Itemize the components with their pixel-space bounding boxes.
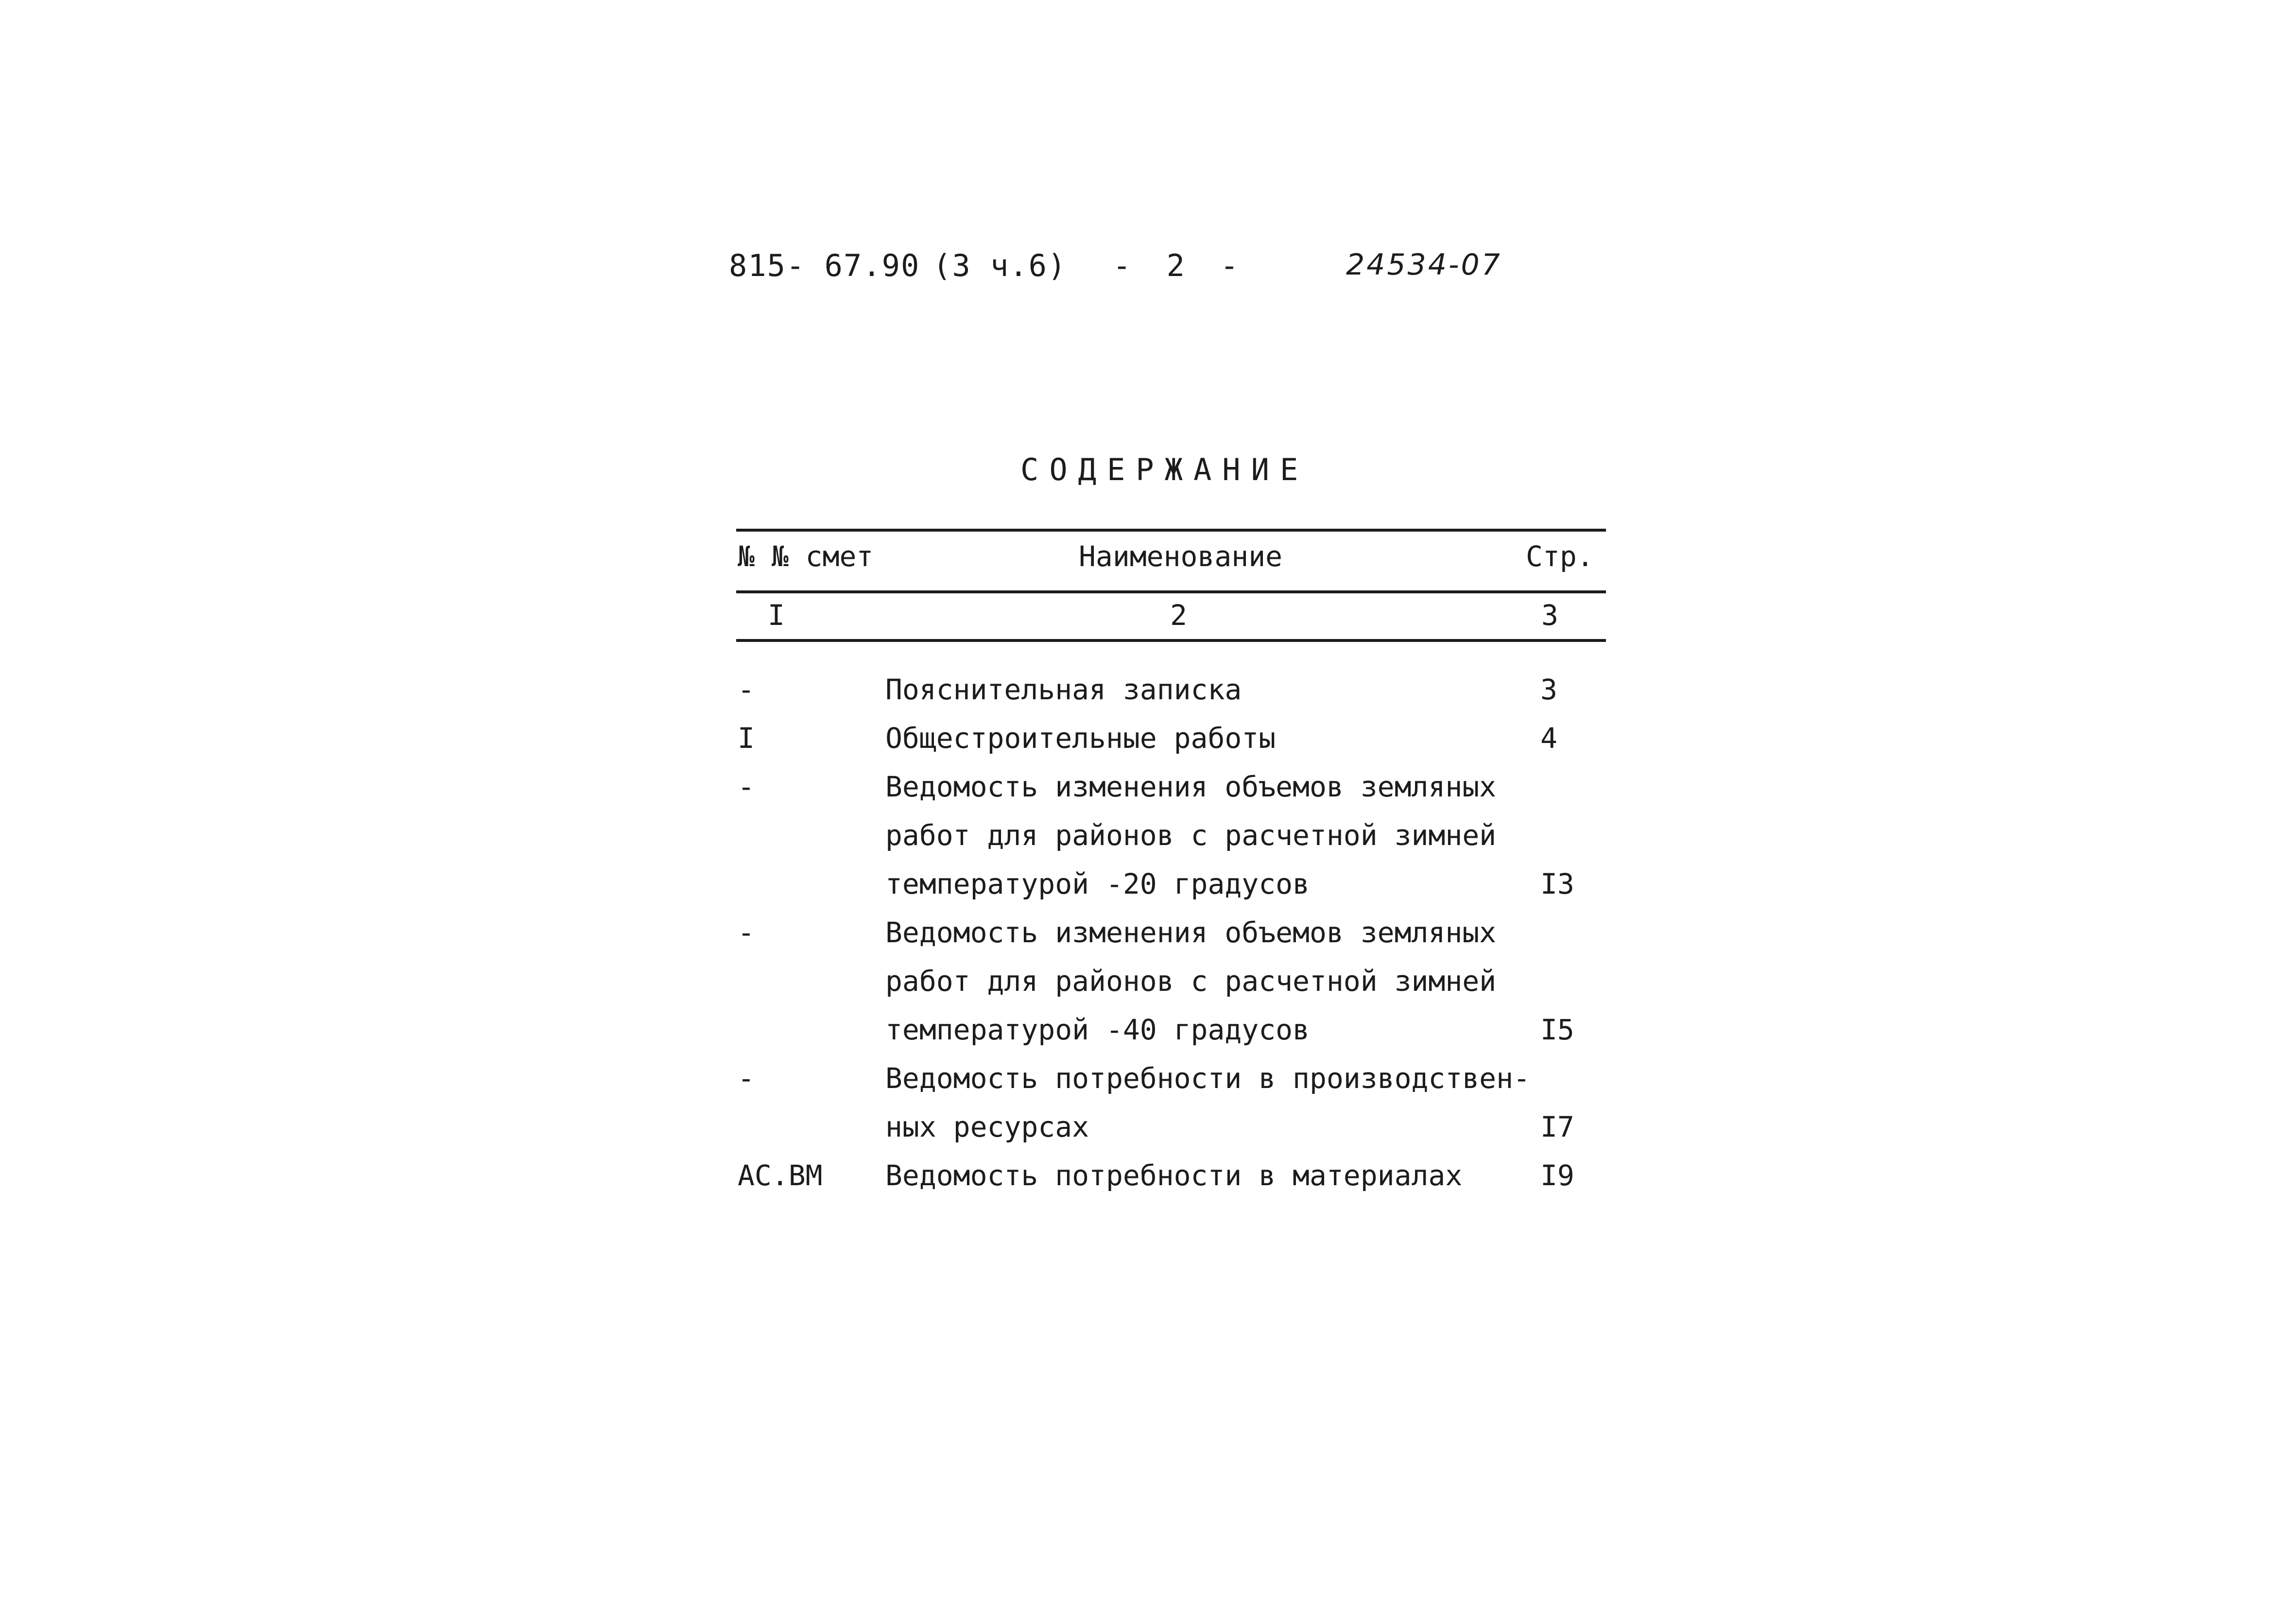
table-header-rule xyxy=(736,590,1606,593)
row-name-line: ных ресурсах xyxy=(885,1110,1089,1143)
row-name-line: Пояснительная записка xyxy=(885,673,1242,706)
row-page: I5 xyxy=(1540,1013,1574,1046)
column-header-estimate-number: № № смет xyxy=(738,540,874,573)
row-page: 3 xyxy=(1540,673,1557,706)
column-header-page: Стр. xyxy=(1526,540,1594,573)
table-top-rule xyxy=(736,529,1606,532)
row-estimate-number: - xyxy=(738,1062,755,1095)
row-name-line: температурой -40 градусов xyxy=(885,1013,1310,1046)
column-number-3: 3 xyxy=(1541,599,1558,632)
row-name-line: Ведомость потребности в материалах xyxy=(885,1159,1463,1192)
header-code: 815- 67.90 xyxy=(729,248,920,283)
row-name-line: температурой -20 градусов xyxy=(885,867,1310,900)
row-page: I7 xyxy=(1540,1110,1574,1143)
column-number-1: I xyxy=(768,599,785,632)
row-estimate-number: - xyxy=(738,770,755,803)
column-header-name: Наименование xyxy=(1079,540,1283,573)
row-estimate-number: - xyxy=(738,673,755,706)
row-name-line: Общестроительные работы xyxy=(885,722,1276,755)
table-numbers-rule xyxy=(736,639,1606,642)
header-doc-number: 24534-07 xyxy=(1346,248,1502,282)
header-part: (3 ч.6) xyxy=(933,248,1067,283)
row-name-line: работ для районов с расчетной зимней xyxy=(885,819,1497,852)
page-title: СОДЕРЖАНИЕ xyxy=(1020,452,1309,487)
row-name-line: работ для районов с расчетной зимней xyxy=(885,965,1497,998)
row-page: 4 xyxy=(1540,722,1557,755)
header-page-number: - 2 - xyxy=(1113,248,1247,283)
row-name-line: Ведомость изменения объемов земляных xyxy=(885,916,1497,949)
column-number-2: 2 xyxy=(1170,599,1187,632)
row-estimate-number: АС.ВМ xyxy=(738,1159,823,1192)
row-estimate-number: I xyxy=(738,722,755,755)
row-page: I3 xyxy=(1540,867,1574,900)
row-name-line: Ведомость изменения объемов земляных xyxy=(885,770,1497,803)
row-page: I9 xyxy=(1540,1159,1574,1192)
row-estimate-number: - xyxy=(738,916,755,949)
row-name-line: Ведомость потребности в производствен- xyxy=(885,1062,1530,1095)
